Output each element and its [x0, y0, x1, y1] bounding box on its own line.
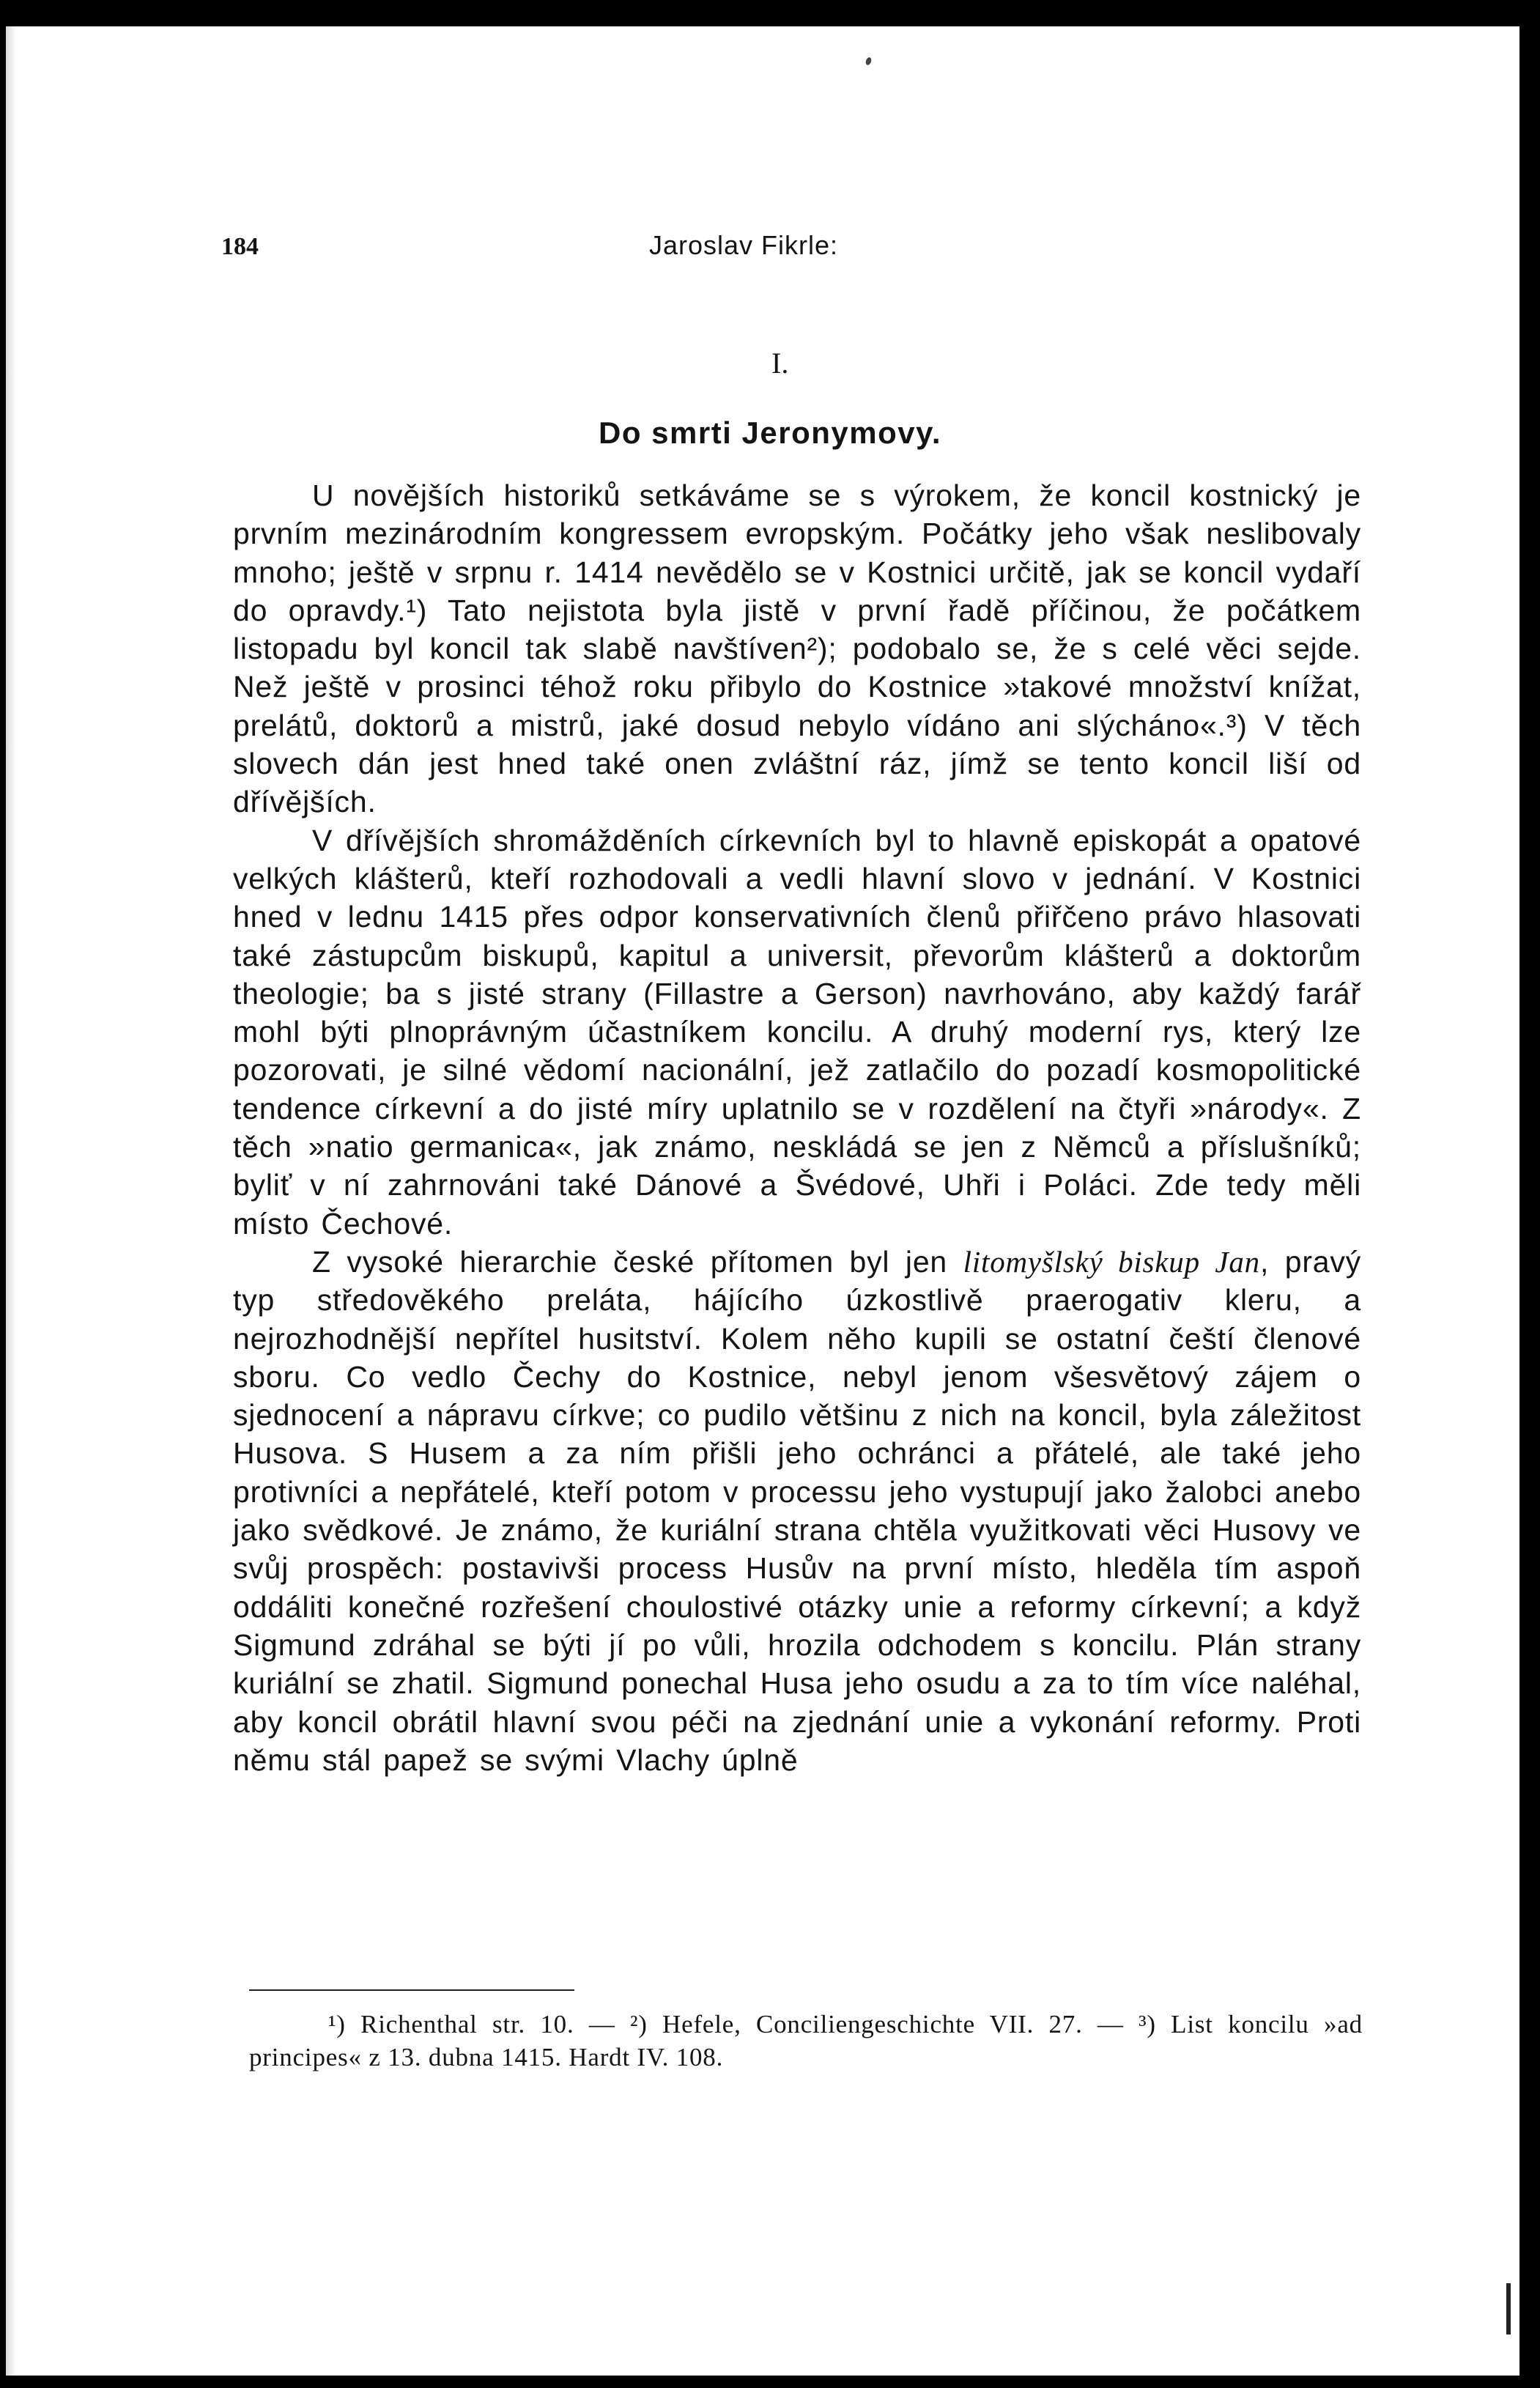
footnotes	[249, 2008, 1363, 2074]
section-number: I.	[771, 347, 789, 380]
paragraph-2: V dřívějších shromážděních církevních byl to hlavně episkopát a opatové velkých klášterů, kteří rozhodovali a vedli hlavní slovo v jednání. V Kostnici hned v lednu 1415 přes odpor konservativních členů přiřčeno právo hlasovati také zástupcům biskupů, kapitul a universit, převorům klášterů a doktorům theologie; ba s jisté strany (Fillastre a Gerson) navrhováno, aby každý farář mohl býti plnoprávným účastníkem koncilu. A druhý moderní rys, který lze pozorovati, je silné vědomí nacionální, jež zatlačilo do pozadí kosmopolitické tendence církevní a do jisté míry uplatnilo se v rozdělení na čtyři »národy«. Z těch »natio germanica«, jak známo, neskládá se jen z Němců a příslušníků; byliť v ní zahrnováni také Dánové a Švédové, Uhři i Poláci. Zde tedy měli místo Čechové.	[233, 823, 1361, 1241]
italic-name: litomyšlský biskup Jan	[963, 1244, 1260, 1279]
paragraph-3-rest: , pravý typ středověkého preláta, hájícího úzkostlivě praerogativ kleru, a nejrozhodnější nepřítel husitství. Kolem něho kupili se ostatní čeští členové sboru. Co vedlo Čechy do Kostnice, nebyl jenom všesvětový zájem o sjednocení a nápravu církve; co pudilo většinu z nich na koncil, byla záležitost Husova. S Husem a za ním přišli jeho ochránci a přátelé, ale také jeho protivníci a nepřátelé, kteří potom v processu jeho vystupují jako žalobci anebo jako svědkové. Je známo, že kuriální strana chtěla využitkovati věci Husovy ve svůj prospěch: postavivši process Husův na první místo, hleděla tím aspoň oddáliti konečné rozřešení choulostivé otázky unie a reformy církevní; a když Sigmund zdráhal se býti jí po vůli, hrozila odchodem s koncilu. Plán strany kuriální se zhatil. Sigmund ponechal Husa jeho osudu a za to tím více naléhal, aby koncil obrátil hlavní svou péči na zjednání unie a vykonání reformy. Proti němu stál papež se svými Vlachy úplně	[233, 1244, 1362, 1777]
section-heading: Do smrti Jeronymovy.	[598, 415, 942, 450]
footnote-text: ¹) Richenthal str. 10. — ²) Hefele, Conciliengeschichte VII. 27. — ³) List koncilu »ad principes« z 13. dubna 1415. Hardt IV. 108.	[249, 2010, 1363, 2071]
page-number: 184	[221, 233, 259, 260]
paragraph-1: U novějších historiků setkáváme se s výrokem, že koncil kostnický je prvním mezinárodním kongressem evropským. Počátky jeho však neslibovaly mnoho; ještě v srpnu r. 1414 nevědělo se v Kostnici určitě, jak se koncil vydaří do opravdy.¹) Tato nejistota byla jistě v první řadě příčinou, že počátkem listopadu byl koncil tak slabě navštíven²); podobalo se, že s celé věci sejde. Než ještě v prosinci téhož roku přibylo do Kostnice »takové množství knížat, prelátů, doktorů a mistrů, jaké dosud nebylo vídáno ani slýcháno«.³) V těch slovech dán jest hned také onen zvláštní ráz, jímž se tento koncil liší od dřívějších.	[233, 478, 1361, 819]
scan-edge-mark	[1506, 2283, 1511, 2335]
running-head	[0, 0, 1540, 293]
footnote-rule	[249, 1989, 574, 1991]
running-title: Jaroslav Fikrle:	[649, 230, 839, 260]
paragraph-3-start: Z vysoké hierarchie české přítomen byl jen	[312, 1244, 963, 1279]
body-text	[233, 476, 1361, 1779]
paragraph-3	[233, 1243, 1361, 1779]
